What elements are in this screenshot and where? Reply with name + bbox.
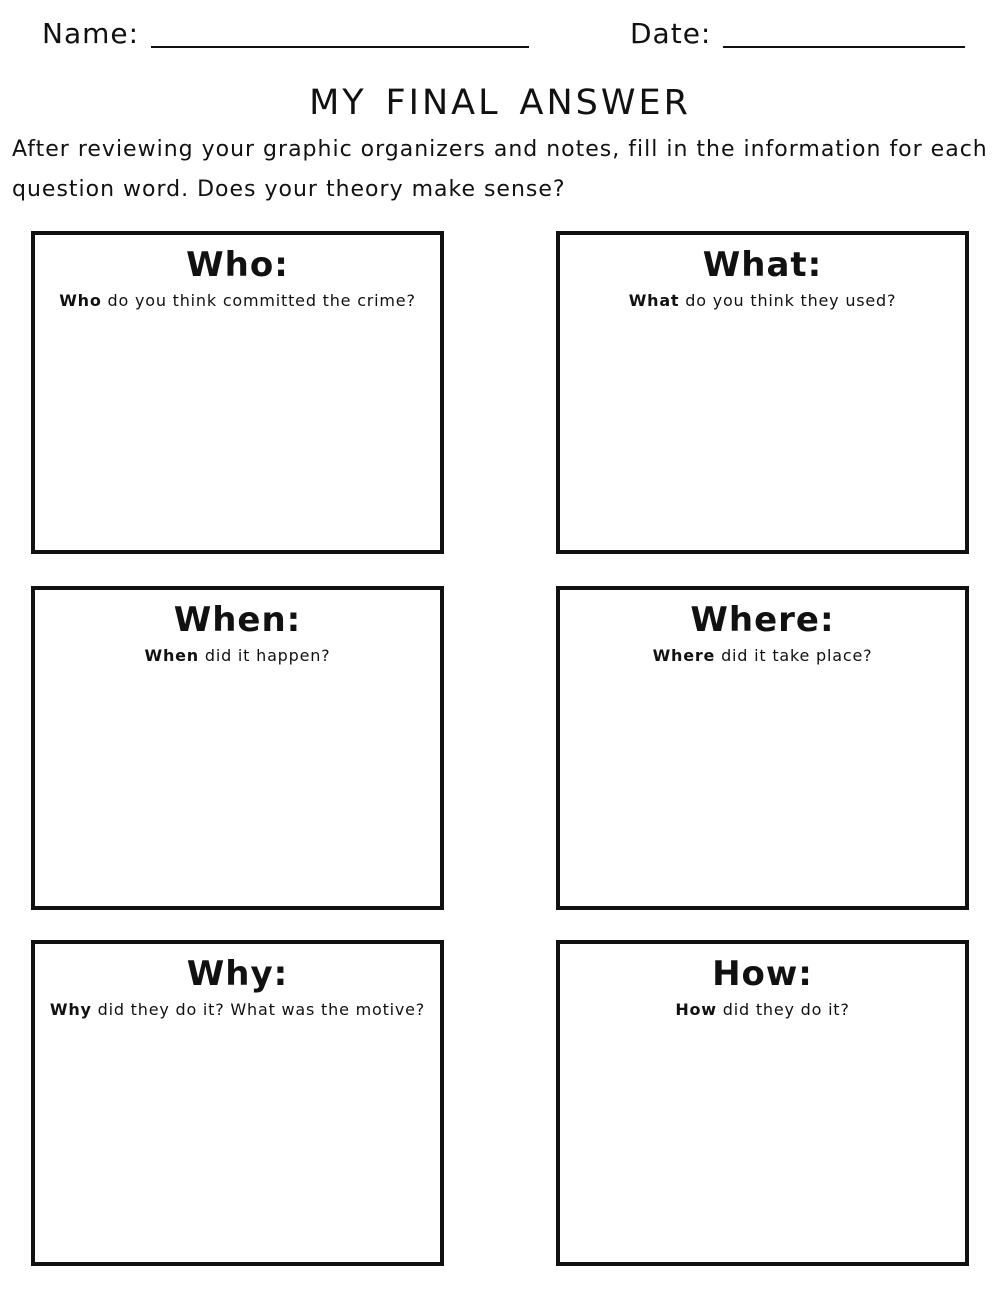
name-field[interactable] (42, 14, 529, 54)
what-answer-area[interactable] (570, 325, 955, 540)
why-heading: Why: (186, 954, 289, 994)
why-answer-area[interactable] (45, 1034, 430, 1252)
where-heading: Where: (690, 600, 835, 640)
page-title: my final answer (309, 68, 691, 126)
what-heading: What: (702, 245, 823, 285)
where-prompt (560, 646, 965, 665)
instructions: After reviewing your graphic organizers and notes, fill in the information for each question word. Does your theory make sense? (12, 137, 988, 202)
where-box (556, 586, 969, 910)
what-prompt (560, 291, 965, 310)
when-box (31, 586, 444, 910)
header-row (42, 14, 962, 54)
name-label: Name: (42, 17, 140, 50)
who-answer-area[interactable] (45, 325, 430, 540)
how-answer-area[interactable] (570, 1034, 955, 1252)
where-prompt-text: did it take place? (715, 646, 873, 665)
how-heading: How: (712, 954, 813, 994)
why-prompt (35, 1000, 440, 1019)
how-keyword: How (675, 1000, 717, 1019)
when-prompt (35, 646, 440, 665)
what-prompt-text: do you think they used? (679, 291, 897, 310)
name-input-line[interactable] (151, 46, 529, 48)
who-box (31, 231, 444, 554)
who-prompt (35, 291, 440, 310)
who-keyword: Who (59, 291, 102, 310)
date-field[interactable] (630, 14, 965, 54)
when-heading: When: (173, 600, 302, 640)
who-prompt-text: do you think committed the crime? (101, 291, 416, 310)
who-heading: Who: (186, 245, 289, 285)
how-box (556, 940, 969, 1266)
when-keyword: When (144, 646, 199, 665)
why-keyword: Why (49, 1000, 92, 1019)
where-keyword: Where (652, 646, 716, 665)
why-prompt-text: did they do it? What was the motive? (91, 1000, 426, 1019)
what-box (556, 231, 969, 554)
what-keyword: What (628, 291, 680, 310)
when-answer-area[interactable] (45, 680, 430, 896)
how-prompt-text: did they do it? (716, 1000, 850, 1019)
date-input-line[interactable] (723, 46, 965, 48)
where-answer-area[interactable] (570, 680, 955, 896)
how-prompt (560, 1000, 965, 1019)
why-box (31, 940, 444, 1266)
when-prompt-text: did it happen? (199, 646, 331, 665)
date-label: Date: (630, 17, 712, 50)
